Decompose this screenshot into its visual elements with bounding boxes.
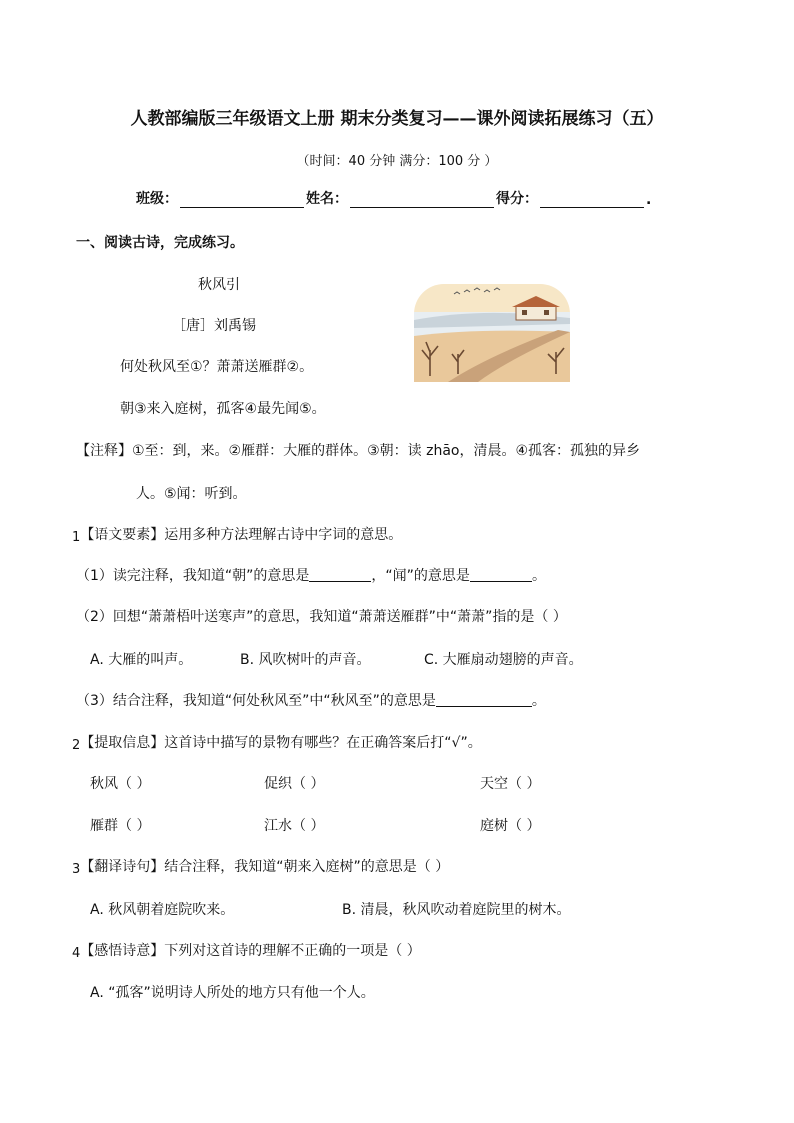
- name-blank[interactable]: [350, 191, 494, 208]
- poem-author: ［唐］刘禹锡: [172, 318, 256, 334]
- choice-item[interactable]: 天空（ ）: [480, 776, 541, 792]
- name-label: 姓名：: [306, 191, 348, 207]
- option-b[interactable]: B. 风吹树叶的声音。: [240, 652, 371, 668]
- choice-item[interactable]: 促织（ ）: [264, 776, 325, 792]
- section-heading: 一、阅读古诗，完成练习。: [76, 235, 244, 251]
- question-number: 1: [72, 530, 81, 545]
- choice-item[interactable]: 雁群（ ）: [90, 818, 151, 834]
- class-label: 班级：: [136, 191, 178, 207]
- question-1-part-1: （1）读完注释，我知道“朝”的意思是 ，“闻”的意思是 。: [76, 568, 546, 584]
- question-number: 2: [72, 738, 81, 753]
- poem-line-2: 朝③来入庭树，孤客④最先闻⑤。: [120, 401, 326, 417]
- answer-blank[interactable]: [470, 567, 532, 582]
- question-2-stem: 2【提取信息】这首诗中描写的景物有哪些？在正确答案后打“√”。: [72, 735, 482, 753]
- option-a[interactable]: A. 秋风朝着庭院吹来。: [90, 902, 235, 918]
- question-number: 3: [72, 862, 81, 877]
- annotation-line-2: 人。⑤闻：听到。: [136, 486, 247, 502]
- student-info-row: [136, 188, 651, 208]
- question-number: 4: [72, 946, 81, 961]
- answer-blank[interactable]: [436, 692, 532, 707]
- question-1-stem: 1【语文要素】运用多种方法理解古诗中字词的意思。: [72, 527, 403, 545]
- question-4-stem: 4【感悟诗意】下列对这首诗的理解不正确的一项是（ ）: [72, 943, 421, 961]
- option-c[interactable]: C. 大雁扇动翅膀的声音。: [424, 652, 583, 668]
- question-3-stem: 3【翻译诗句】结合注释，我知道“朝来入庭树”的意思是（ ）: [72, 859, 450, 877]
- choice-item[interactable]: 庭树（ ）: [480, 818, 541, 834]
- score-label: 得分：: [496, 191, 538, 207]
- info-end-mark: .: [646, 192, 652, 208]
- question-1-part-3: （3）结合注释，我知道“何处秋风至”中“秋风至”的意思是 。: [76, 693, 546, 709]
- option-a[interactable]: A. “孤客”说明诗人所处的地方只有他一个人。: [90, 985, 375, 1001]
- option-b[interactable]: B. 清晨，秋风吹动着庭院里的树木。: [342, 902, 571, 918]
- exam-time-info: （时间：40 分钟 满分：100 分 ）: [296, 154, 498, 169]
- score-blank[interactable]: [540, 191, 644, 208]
- choice-item[interactable]: 秋风（ ）: [90, 776, 151, 792]
- option-a[interactable]: A. 大雁的叫声。: [90, 652, 193, 668]
- autumn-landscape-illustration: [408, 276, 576, 388]
- poem-title: 秋风引: [198, 277, 240, 293]
- choice-item[interactable]: 江水（ ）: [264, 818, 325, 834]
- answer-blank[interactable]: [309, 567, 371, 582]
- class-blank[interactable]: [180, 191, 304, 208]
- question-1-part-2: （2）回想“萧萧梧叶送寒声”的意思，我知道“萧萧送雁群”中“萧萧”指的是（ ）: [76, 609, 567, 625]
- page-title: 人教部编版三年级语文上册 期末分类复习——课外阅读拓展练习（五）: [130, 109, 664, 129]
- poem-line-1: 何处秋风至①？萧萧送雁群②。: [120, 359, 314, 375]
- annotation-line-1: 【注释】①至：到，来。②雁群：大雁的群体。③朝：读 zhāo，清晨。④孤客：孤独的异乡: [76, 443, 641, 459]
